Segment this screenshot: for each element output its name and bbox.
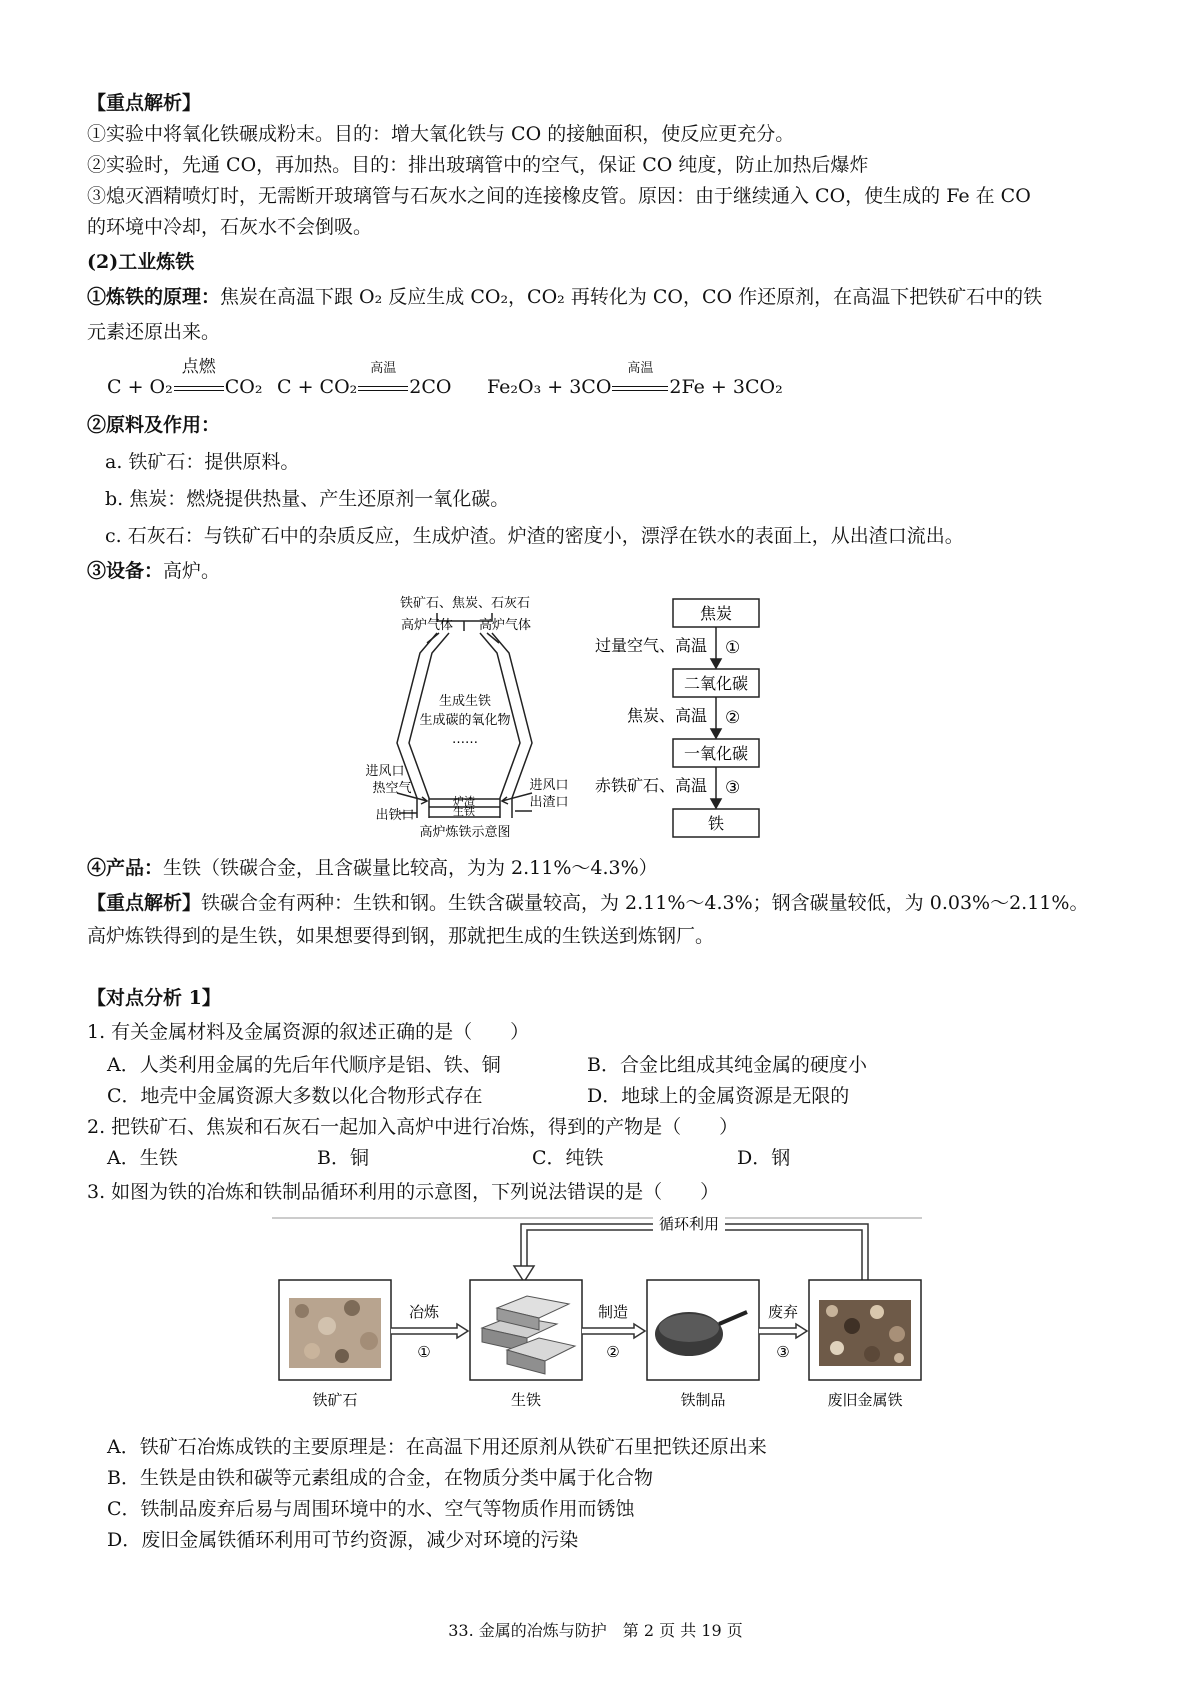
- equation-2: [277, 361, 452, 403]
- practice-heading: 【对点分析 1】: [87, 987, 221, 1009]
- page-footer: 33. 金属的冶炼与防护 第 2 页 共 19 页: [448, 1621, 743, 1640]
- question-3-option-c[interactable]: C．铁制品废弃后易与周围环境中的水、空气等物质作用而锈蚀: [107, 1498, 635, 1520]
- question-2-options: [87, 1143, 1117, 1174]
- furnace-iron-outlet: 出铁口: [375, 808, 415, 823]
- question-2-stem: 2. 把铁矿石、焦炭和石灰石一起加入高炉中进行冶炼，得到的产物是（ ）: [87, 1116, 739, 1138]
- cycle-step-3: ③: [776, 1343, 790, 1361]
- principle-line-2: 元素还原出来。: [87, 321, 221, 343]
- furnace-inner-1: 生成生铁: [438, 694, 492, 709]
- cycle-process-1: 冶炼: [408, 1303, 440, 1321]
- principle-text: 焦炭在高温下跟 O₂ 反应生成 CO₂，CO₂ 再转化为 CO，CO 作还原剂，在高温下把铁矿石中的铁: [220, 286, 1043, 308]
- question-2-option-a[interactable]: A．生铁: [107, 1147, 178, 1169]
- equipment-line: [87, 556, 1117, 587]
- material-item-a: a. 铁矿石：提供原料。: [105, 451, 300, 473]
- scrap-metal-image: [819, 1300, 911, 1366]
- furnace-inner-3: ……: [452, 732, 478, 747]
- furnace-inlet-right: 进风口: [529, 778, 569, 793]
- material-item-b: b. 焦炭：燃烧提供热量、产生还原剂一氧化碳。: [105, 488, 510, 510]
- question-1-stem: 1. 有关金属材料及金属资源的叙述正确的是（ ）: [87, 1021, 530, 1043]
- analysis2-text: 铁碳合金有两种：生铁和钢。生铁含碳量较高，为 2.11%～4.3%；钢含碳量较低，为 0.03%～2.11%。: [201, 892, 1089, 914]
- cycle-item-scrap-iron: 废旧金属铁: [827, 1391, 903, 1409]
- cycle-process-3: 废弃: [767, 1303, 799, 1321]
- cycle-loop-label: 循环利用: [658, 1216, 720, 1233]
- analysis-line-4: 的环境中冷却，石灰水不会倒吸。: [87, 216, 373, 238]
- principle-line-1: [87, 282, 1117, 313]
- equation-right: CO₂: [224, 376, 263, 398]
- material-item-c: c. 石灰石：与铁矿石中的杂质反应，生成炉渣。炉渣的密度小，漂浮在铁水的表面上，从出渣口流出。: [105, 525, 964, 547]
- flow-step-2: ②: [725, 708, 741, 728]
- analysis2-line-1: [87, 888, 1117, 919]
- flow-label-co2: 二氧化碳: [683, 674, 749, 693]
- cycle-step-1: ①: [417, 1343, 431, 1361]
- equation-row: [87, 356, 1117, 410]
- cycle-step-2: ②: [606, 1343, 620, 1361]
- product-text: 生铁（铁碳合金，且含碳量比较高，为为 2.11%～4.3%）: [163, 857, 658, 879]
- question-2-option-b[interactable]: B．铜: [317, 1147, 369, 1169]
- equation-3: [487, 361, 783, 403]
- equation-right: 2Fe + 3CO₂: [669, 376, 783, 398]
- cycle-item-iron-product: 铁制品: [680, 1391, 726, 1409]
- equation-left: C + CO₂: [277, 376, 358, 398]
- furnace-hot-air: 热空气: [372, 781, 412, 796]
- equation-left: C + O₂: [107, 376, 173, 398]
- flow-label-coke: 焦炭: [699, 604, 733, 623]
- furnace-slag: 炉渣: [453, 795, 475, 808]
- question-2-option-c[interactable]: C．纯铁: [532, 1147, 604, 1169]
- equation-right: 2CO: [409, 376, 452, 398]
- iron-cycle-figure: [87, 1216, 1117, 1428]
- blast-furnace-diagram: [87, 593, 1117, 853]
- question-1-options-row-1: [87, 1050, 1117, 1081]
- flow-condition-3: 赤铁矿石、高温: [594, 776, 707, 795]
- furnace-top-label: 铁矿石、焦炭、石灰石: [399, 596, 531, 611]
- furnace-inlet-left: 进风口: [365, 764, 405, 779]
- section-heading-industrial: (2)工业炼铁: [87, 251, 195, 273]
- question-1-option-d[interactable]: D．地球上的金属资源是无限的: [587, 1085, 850, 1107]
- question-1-option-b[interactable]: B．合金比组成其纯金属的硬度小: [587, 1054, 867, 1076]
- equation-left: Fe₂O₃ + 3CO: [487, 376, 612, 398]
- furnace-inner-2: 生成碳的氧化物: [419, 713, 511, 728]
- blast-furnace-figure: [87, 593, 1117, 853]
- analysis2-label: 【重点解析】: [87, 892, 202, 914]
- flow-label-iron: 铁: [707, 814, 725, 833]
- question-2-option-d[interactable]: D．钢: [737, 1147, 791, 1169]
- question-1-option-c[interactable]: C．地壳中金属资源大多数以化合物形式存在: [107, 1085, 483, 1107]
- furnace-gas-left: 高炉气体: [400, 618, 454, 633]
- question-1-options-row-2: [87, 1081, 1117, 1112]
- reaction-condition: 点燃: [174, 378, 224, 398]
- reaction-condition: 高温: [358, 378, 408, 398]
- question-3-option-a[interactable]: A．铁矿石冶炼成铁的主要原理是：在高温下用还原剂从铁矿石里把铁还原出来: [107, 1436, 767, 1458]
- flow-step-3: ③: [725, 778, 741, 798]
- flow-condition-2: 焦炭、高温: [626, 706, 707, 725]
- analysis-line-3: ③熄灭酒精喷灯时，无需断开玻璃管与石灰水之间的连接橡皮管。原因：由于继续通入 CO，使生成的 Fe 在 CO: [87, 185, 1031, 207]
- question-1-option-a[interactable]: A．人类利用金属的先后年代顺序是铝、铁、铜: [107, 1054, 501, 1076]
- iron-ore-image: [289, 1298, 381, 1368]
- flow-step-1: ①: [725, 638, 741, 658]
- furnace-caption: 高炉炼铁示意图: [419, 825, 511, 840]
- equation-1: [107, 357, 263, 403]
- principle-label: ①炼铁的原理：: [87, 286, 221, 308]
- materials-label: ②原料及作用：: [87, 414, 221, 436]
- equipment-label: ③设备：: [87, 560, 164, 582]
- furnace-gas-right: 高炉气体: [478, 618, 532, 633]
- analysis2-line-2: 高炉炼铁得到的是生铁，如果想要得到钢，那就把生成的生铁送到炼钢厂。: [87, 925, 715, 947]
- furnace-iron: 生铁: [453, 805, 475, 818]
- flow-label-co: 一氧化碳: [683, 744, 749, 763]
- flow-condition-1: 过量空气、高温: [594, 636, 707, 655]
- question-3-option-d[interactable]: D．废旧金属铁循环利用可节约资源，减少对环境的污染: [107, 1529, 579, 1551]
- document-page: [87, 88, 1117, 1556]
- product-line: [87, 853, 1117, 884]
- iron-cycle-diagram: [87, 1216, 1117, 1428]
- question-3-stem: 3. 如图为铁的冶炼和铁制品循环利用的示意图，下列说法错误的是（ ）: [87, 1181, 720, 1203]
- analysis-line-2: ②实验时，先通 CO，再加热。目的：排出玻璃管中的空气，保证 CO 纯度，防止加热后爆炸: [87, 154, 869, 176]
- product-label: ④产品：: [87, 857, 164, 879]
- cycle-process-2: 制造: [597, 1303, 629, 1321]
- cycle-item-iron-ore: 铁矿石: [312, 1391, 358, 1409]
- cycle-item-pig-iron: 生铁: [510, 1391, 542, 1409]
- reaction-condition: 高温: [612, 378, 668, 398]
- analysis-line-1: ①实验中将氧化铁碾成粉末。目的：增大氧化铁与 CO 的接触面积，使反应更充分。: [87, 123, 795, 145]
- question-3-option-b[interactable]: B．生铁是由铁和碳等元素组成的合金，在物质分类中属于化合物: [107, 1467, 653, 1489]
- equipment-text: 高炉。: [163, 560, 221, 582]
- analysis-heading: 【重点解析】: [87, 92, 202, 114]
- furnace-slag-outlet: 出渣口: [529, 795, 569, 810]
